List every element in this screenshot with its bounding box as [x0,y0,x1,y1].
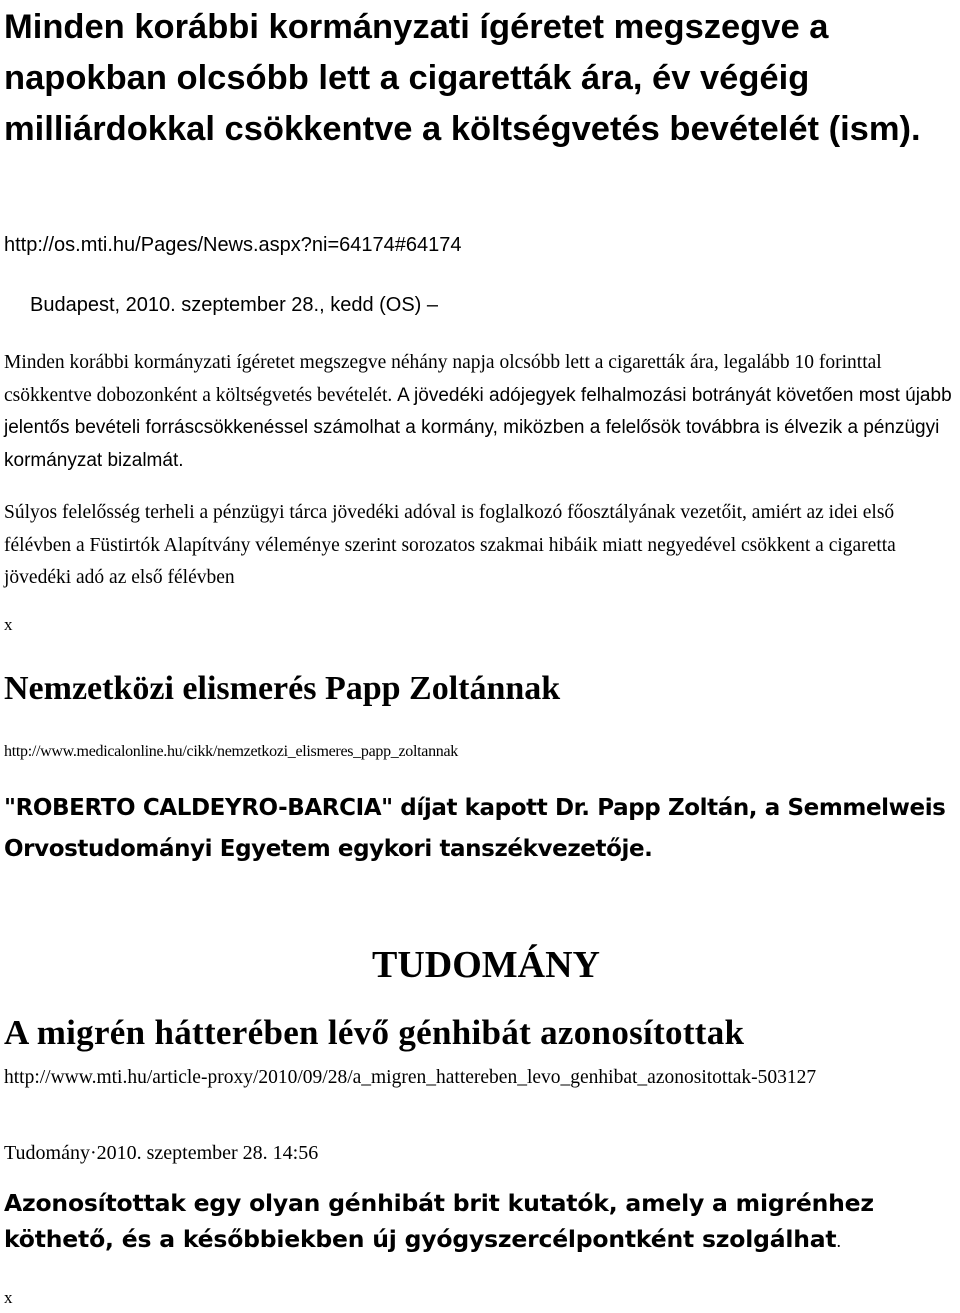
article1-source-link[interactable]: http://os.mti.hu/Pages/News.aspx?ni=64174#64174 [4,234,462,256]
article-separator-end: x [4,1288,13,1307]
article3-lead [4,1185,960,1259]
article1-paragraph-2: Súlyos felelősség terheli a pénzügyi tárca jövedéki adóval is foglalkozó főosztályának vezetőit, amiért az idei első félévben a Füstirtók Alapítvány véleménye szerint sorozatos szakmai hibáik miatt negyedével csökkent a cigaretta jövedéki adó az első félévben [4,502,896,588]
article1-dateline: Budapest, 2010. szeptember 28., kedd (OS) – [30,294,439,316]
article1-paragraph-1-rest: A jövedéki adójegyek felhalmozási botrányát követően most újabb jelentős bevételi forráscsökkenéssel számolhat a kormány, miközben a felelősök továbbra is élvezik a pénzügyi kormányzat bizalmát. [4,384,952,471]
article2-subhead: "ROBERTO CALDEYRO-BARCIA" díjat kapott Dr. Papp Zoltán, a Semmelweis Orvostudományi Egyetem egykori tanszékvezetője. [4,795,946,862]
article2-source-link[interactable]: http://www.medicalonline.hu/cikk/nemzetkozi_elismeres_papp_zoltannak [4,743,458,760]
article1-headline: Minden korábbi kormányzati ígéretet megszegve a napokban olcsóbb lett a cigaretták ára, év végéig milliárdokkal csökkentve a költségvetés bevételét (ism). [4,8,921,148]
article3-lead-text: Azonosítottak egy olyan génhibát brit kutatók, amely a migrénhez köthető, és a későbbiekben új gyógyszercélpontként szolgálhat [4,1189,874,1253]
article3-headline: A migrén hátterében lévő génhibát azonosítottak [4,1013,745,1052]
article1-paragraph-1 [4,347,960,477]
article1-paragraph-1-lead: Minden korábbi kormányzati ígéretet megszegve néhány napja olcsóbb lett a cigaretták ára, legalább 10 forinttal csökkentve dobozonként a költségvetés bevételét. [4,352,882,406]
article-separator: x [4,615,13,634]
article3-lead-period: . [836,1231,841,1251]
article2-headline: Nemzetközi elismerés Papp Zoltánnak [4,670,561,707]
article3-meta: Tudomány·2010. szeptember 28. 14:56 [4,1142,319,1164]
article3-source-link[interactable]: http://www.mti.hu/article-proxy/2010/09/28/a_migren_hattereben_levo_genhibat_azonositottak-503127 [4,1067,817,1088]
section-title: TUDOMÁNY [372,944,600,986]
